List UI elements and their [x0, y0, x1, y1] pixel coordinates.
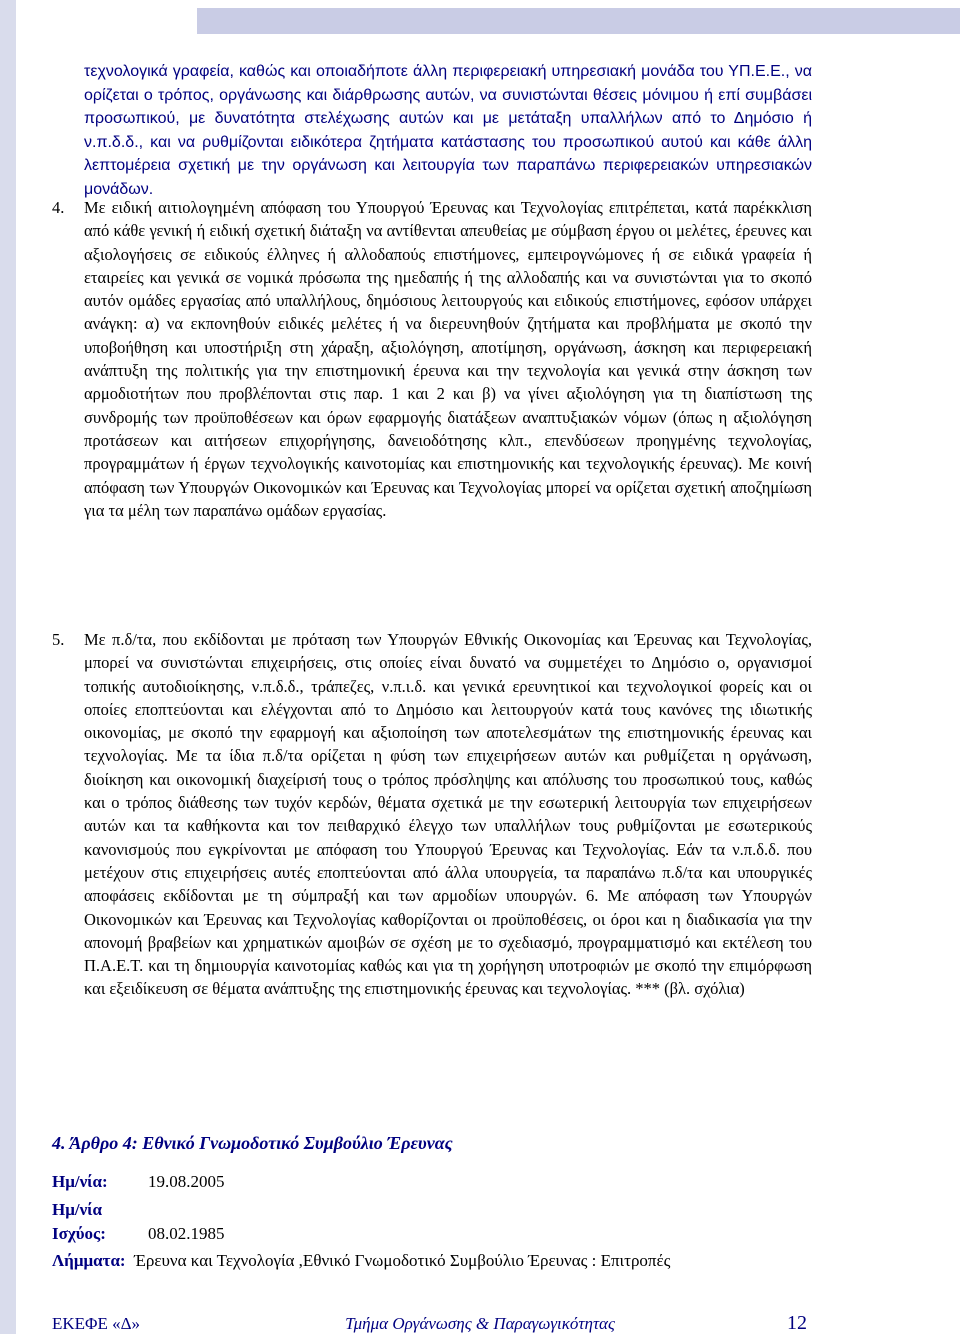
footer-department: Τμήμα Οργάνωσης & Παραγωγικότητας: [345, 1314, 615, 1333]
keywords-label: Λήμματα:: [52, 1251, 126, 1270]
page-number: 12: [787, 1312, 807, 1334]
header-decorative-bar: [197, 8, 960, 34]
validity-row: [52, 1223, 225, 1245]
list-item: [52, 628, 812, 1001]
validity-value: 08.02.1985: [148, 1224, 225, 1243]
keywords-value: Έρευνα και Τεχνολογία ,Εθνικό Γνωμοδοτικό Συμβούλιο Έρευνας : Επιτροπές: [134, 1251, 671, 1270]
article-heading: 4. Άρθρο 4: Εθνικό Γνωμοδοτικό Συμβούλιο Έρευνας: [52, 1133, 453, 1153]
date-label: Ημ/νία:: [52, 1172, 108, 1191]
intro-paragraph: τεχνολογικά γραφεία, καθώς και οποιαδήποτε άλλη περιφερειακή υπηρεσιακή μονάδα του ΥΠ.Ε.Ε., να ορίζεται ο τρόπος, οργάνωσης και διάρθρωσης αυτών, να συνιστώνται θέσεις μόνιμου ή επί συμβάσει προσωπικού, με δυνατότητα στελέχωσης αυτών και με μετάταξη υπαλλήλων από το Δημόσιο ή ν.π.δ.δ., και να ρυθμίζονται ειδικότερα ζητήματα κατάστασης του προσωπικού αυτού και κάθε άλλη λεπτομέρεια σχετική με την οργάνωση και λειτουργία των παραπάνω περιφερειακών υπηρεσιακών μονάδων.: [84, 63, 812, 198]
item-number: 5.: [52, 630, 65, 649]
validity-label-row: [52, 1199, 102, 1221]
footer-organization: ΕΚΕΦΕ «Δ»: [52, 1314, 141, 1333]
item-text: Με ειδική αιτιολογημένη απόφαση του Υπουργού Έρευνας και Τεχνολογίας επιτρέπεται, κατά παρέκκλιση από κάθε γενική ή ειδική σχετική διάταξη να αντίθενται απευθείας με σύμβαση έργου οι μελέτες, έρευνες και αξιολογήσεις σε ειδικούς έλληνες ή αλλοδαπούς επιστήμονες, εμπειρογνώμονες ή σε ειδικά γραφεία ή εταιρείες και γενικά σε νομικά πρόσωπα της ημεδαπής ή της αλλοδαπής και να συνιστώνται για το σκοπό αυτόν ομάδες εργασίας από υπαλλήλους, δημόσιους λειτουργούς και ειδικούς επιστήμονες, εφόσον υπάρχει ανάγκη: α) να εκπονηθούν ειδικές μελέτες ή να διερευνηθούν ζητήματα και προβλήματα με σκοπό την υποβοήθηση και υποστήριξη στη χάραξη, αξιολόγηση, αποτίμηση, οργάνωση, άσκηση και περιφερειακή ανάπτυξη της πολιτικής για την επιστημονική έρευνα και την τεχνολογία και γενικά στην άσκηση των αρμοδιοτήτων που προβλέπονται στις παρ. 1 και 2 και β) να γίνει αξιολόγηση για τη διαπίστωση της συνδρομής των προϋποθέσεων και όρων εφαρμογής διατάξεων αναπτυξιακών νόμων (όπως η αξιολόγηση προτάσεων και αιτήσεων επιχορήγησης, δανειοδότησης κλπ., επενδύσεων προηγμένης τεχνολογίας, προγραμμάτων ή έργων τεχνολογικής καινοτομίας και επιστημονικής και τεχνολογικής έρευνας). Με κοινή απόφαση των Υπουργών Οικονομικών και Έρευνας και Τεχνολογίας μπορεί να ορίζεται σχετική αποζημίωση για τα μέλη των παραπάνω ομάδων εργασίας.: [84, 198, 812, 520]
item-number: 4.: [52, 198, 65, 217]
date-row: [52, 1171, 225, 1193]
keywords-row: [52, 1250, 812, 1272]
left-decorative-bar: [0, 0, 16, 1334]
validity-label-line2: Ισχύος:: [52, 1224, 106, 1243]
validity-label-line1: Ημ/νία: [52, 1200, 102, 1219]
list-item: [52, 196, 812, 522]
date-value: 19.08.2005: [148, 1172, 225, 1191]
item-text: Με π.δ/τα, που εκδίδονται με πρόταση των Υπουργών Εθνικής Οικονομίας και Έρευνας και Τεχνολογίας, μπορεί να συνιστώνται επιχειρήσεις, στις οποίες είναι δυνατό να συμμετέχει το Δημόσιο ο, οργανισμοί τοπικής αυτοδιοίκησης, ν.π.δ.δ., τράπεζες, ν.π.ι.δ. και γενικά ερευνητικοί και τεχνολογικοί φορείς και οι οποίες εποπτεύονται και ελέγχονται από το Δημόσιο και λειτουργούν κατά τους κανόνες της ιδιωτικής οικονομίας, με σκοπό την εφαρμογή και αξιοποίηση των αποτελεσμάτων της επιστημονικής έρευνας και τεχνολογίας. Με τα ίδια π.δ/τα ορίζεται η φύση των επιχειρήσεων αυτών και ρυθμίζεται η οργάνωση, διοίκηση και οικονομική διαχείρισή τους ο τρόπος πρόσληψης και απόλυσης του προσωπικού τους, καθώς και ο τρόπος διάθεσης των τυχόν κερδών, θέματα σχετικά με την εσωτερική λειτουργία των επιχειρήσεων αυτών και τα καθήκοντα και τον πειθαρχικό έλεγχο των υπαλλήλων τους ρυθμίζονται με εσωτερικούς κανονισμούς που εγκρίνονται με απόφαση του Υπουργού Έρευνας και Τεχνολογίας. Εάν τα ν.π.δ.δ. που μετέχουν στις επιχειρήσεις αυτές εποπτεύονται από άλλα υπουργεία, τα παραπάνω π.δ/τα και υπουργικές αποφάσεις εκδίδονται με τη σύμπραξή και των αρμοδίων υπουργών. 6. Με απόφαση των Υπουργών Οικονομικών και Έρευνας και Τεχνολογίας καθορίζονται οι προϋποθέσεις, οι όροι και η διαδικασία για την απονομή βραβείων και χρηματικών αμοιβών σε σχέση με το σχεδιασμό, προγραμματισμό και εκτέλεση του Π.Α.Ε.Τ. και τη δημιουργία καινοτομίας καθώς και για τη χορήγηση υποτροφιών με σκοπό την επιμόρφωση και εξειδίκευση σε θέματα ανάπτυξης της επιστημονικής έρευνας και τεχνολογίας. *** (βλ. σχόλια): [84, 630, 812, 999]
